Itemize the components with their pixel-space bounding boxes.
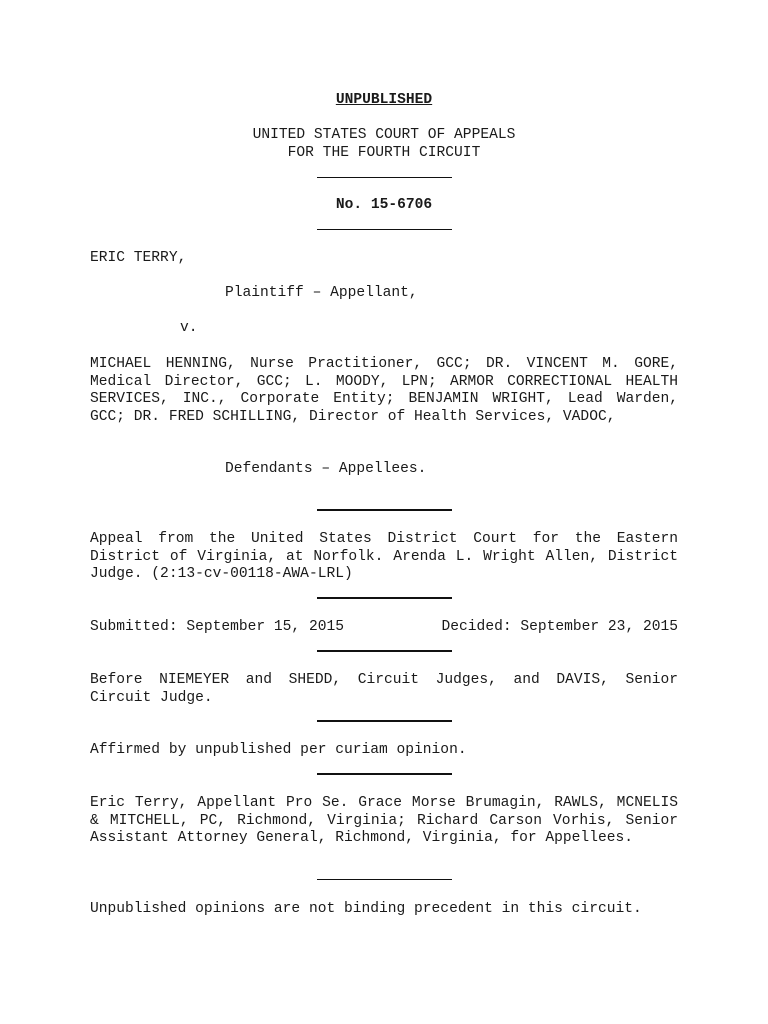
defendants-list: MICHAEL HENNING, Nurse Practitioner, GCC; DR. VINCENT M. GORE, Medical Director, GCC; L. MOODY, LPN; ARMOR CORRECTIONAL HEALTH SERVICES, INC., Corporate Entity; BENJAMIN WRIGHT, Lead Warden, GCC; DR. FRED SCHILLING, Director of Health Services, VADOC, — [90, 356, 678, 425]
disposition: Affirmed by unpublished per curiam opinion. — [90, 742, 467, 758]
publication-status: UNPUBLISHED — [335, 92, 433, 108]
divider-rule — [317, 597, 452, 599]
counsel-listing: Eric Terry, Appellant Pro Se. Grace Morse Brumagin, RAWLS, MCNELIS & MITCHELL, PC, Richmond, Virginia; Richard Carson Vorhis, Senior Assistant Attorney General, Richmond, Virginia, for Appellees. — [90, 795, 678, 847]
precedent-note: Unpublished opinions are not binding precedent in this circuit. — [90, 901, 642, 917]
panel-judges: Before NIEMEYER and SHEDD, Circuit Judges, and DAVIS, Senior Circuit Judge. — [90, 672, 678, 706]
versus-marker: v. — [180, 320, 198, 336]
plaintiff-name: ERIC TERRY, — [90, 250, 187, 266]
opinion-page — [90, 0, 678, 1024]
divider-rule — [317, 229, 452, 230]
divider-rule — [317, 177, 452, 178]
dates-line — [90, 619, 678, 637]
divider-rule — [317, 509, 452, 511]
divider-rule — [317, 650, 452, 652]
submitted-date: Submitted: September 15, 2015 — [90, 619, 344, 635]
defendant-role: Defendants – Appellees. — [225, 461, 427, 477]
court-name-line-2: FOR THE FOURTH CIRCUIT — [287, 145, 481, 161]
divider-rule — [317, 879, 452, 880]
divider-rule — [317, 720, 452, 722]
case-number: No. 15-6706 — [335, 197, 433, 213]
appeal-origin: Appeal from the United States District Court for the Eastern District of Virginia, at Norfolk. Arenda L. Wright Allen, District Judge. (2:13-cv-00118-AWA-LRL) — [90, 531, 678, 583]
court-name-line-1: UNITED STATES COURT OF APPEALS — [252, 127, 516, 143]
plaintiff-role: Plaintiff – Appellant, — [225, 285, 418, 301]
decided-date: Decided: September 23, 2015 — [441, 619, 678, 635]
divider-rule — [317, 773, 452, 775]
